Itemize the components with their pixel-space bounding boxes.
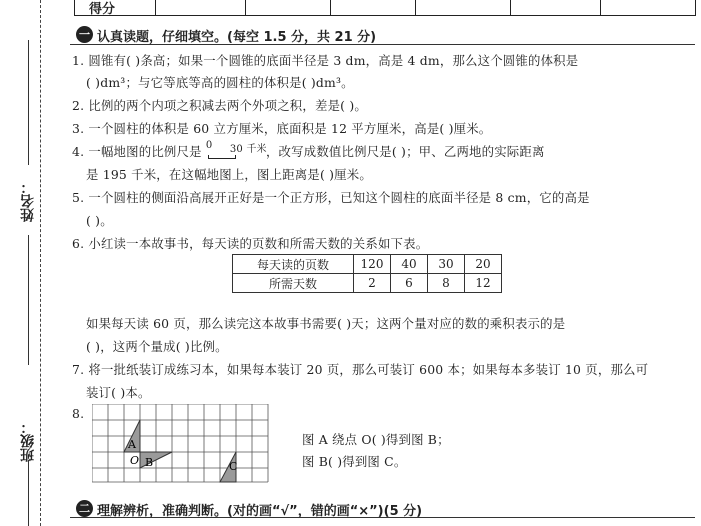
scale-value: 30 千米 [229,143,267,155]
q1-line2: ( )dm³；与它等底等高的圆柱的体积是( )dm³。 [86,75,354,90]
q4-middle: ，改写成数值比例尺是( )；甲、乙两地的实际距离 [265,144,545,159]
q3-text: 3. 一个圆柱的体积是 60 立方厘米，底面积是 12 平方厘米，高是( )厘米。 [72,121,492,136]
name-line-lower [28,235,29,365]
q4-line2: 是 195 千米，在这幅地图上，图上距离是( )厘米。 [86,167,372,182]
q1-line1: 1. 圆锥有( )条高；如果一个圆锥的底面半径是 3 dm，高是 4 dm，那么这个圆锥的体积是 [72,53,579,68]
q6-table [232,254,502,293]
q8-grid-figure [92,404,270,484]
table-row [233,255,502,274]
name-line [28,40,29,165]
q8-number: 8. [72,406,85,421]
table-cell: 40 [391,255,428,274]
section2-number: 二 [76,500,93,517]
table-cell: 30 [428,255,465,274]
table-cell: 120 [354,255,391,274]
binding-dashed-line [40,0,41,526]
q8-line2: 图 B( )得到图 C。 [302,454,407,469]
q4-line1 [72,139,545,160]
q5-line2: ( )。 [86,213,113,228]
table-cell: 2 [354,274,391,293]
table-cell: 8 [428,274,465,293]
label-c: C [229,460,238,473]
row1-label: 每天读的页数 [233,255,354,274]
q5-line1: 5. 一个圆柱的侧面沿高展开正好是一个正方形，已知这个圆柱的底面半径是 8 cm，它的高是 [72,190,590,205]
section2-rule [70,517,695,518]
section1-number: 一 [76,26,93,43]
scale-bar [205,139,267,160]
table-cell: 12 [465,274,502,293]
table-cell: 6 [391,274,428,293]
class-line [28,460,29,526]
q7-line1: 7. 将一批纸装订成练习本，如果每本装订 20 页，那么可装订 600 本；如果每本多装订 10 页，那么可 [72,362,649,377]
label-a: A [128,438,136,451]
q6-line2: ( )，这两个量成( )比例。 [86,339,228,354]
section1-rule [70,44,695,45]
name-label: 姓名： [20,180,36,222]
scale-zero: 0 [205,139,213,151]
q8-line1: 图 A 绕点 O( )得到图 B； [302,432,450,447]
label-o: O [130,454,140,467]
q7-line2: 装订( )本。 [86,385,151,400]
row2-label: 所需天数 [233,274,354,293]
table-cell: 20 [465,255,502,274]
score-table [74,0,696,16]
section2-title: 理解辨析，准确判断。(对的画“√”，错的画“×”)(5 分) [97,504,423,519]
q4-prefix: 4. 一幅地图的比例尺是 [72,144,202,159]
label-b: B [145,456,154,469]
q6-intro: 6. 小红读一本故事书，每天读的页数和所需天数的关系如下表。 [72,236,429,251]
q2-text: 2. 比例的两个内项之积减去两个外项之积，差是( )。 [72,98,367,113]
scale-segment [208,155,236,159]
score-row-label: 得分 [89,2,116,17]
table-row [233,274,502,293]
section1-title: 认真读题，仔细填空。(每空 1.5 分，共 21 分) [97,30,377,45]
class-label: 班级： [20,420,36,462]
q6-line1: 如果每天读 60 页，那么读完这本故事书需要( )天；这两个量对应的数的乘积表示的是 [86,316,566,331]
